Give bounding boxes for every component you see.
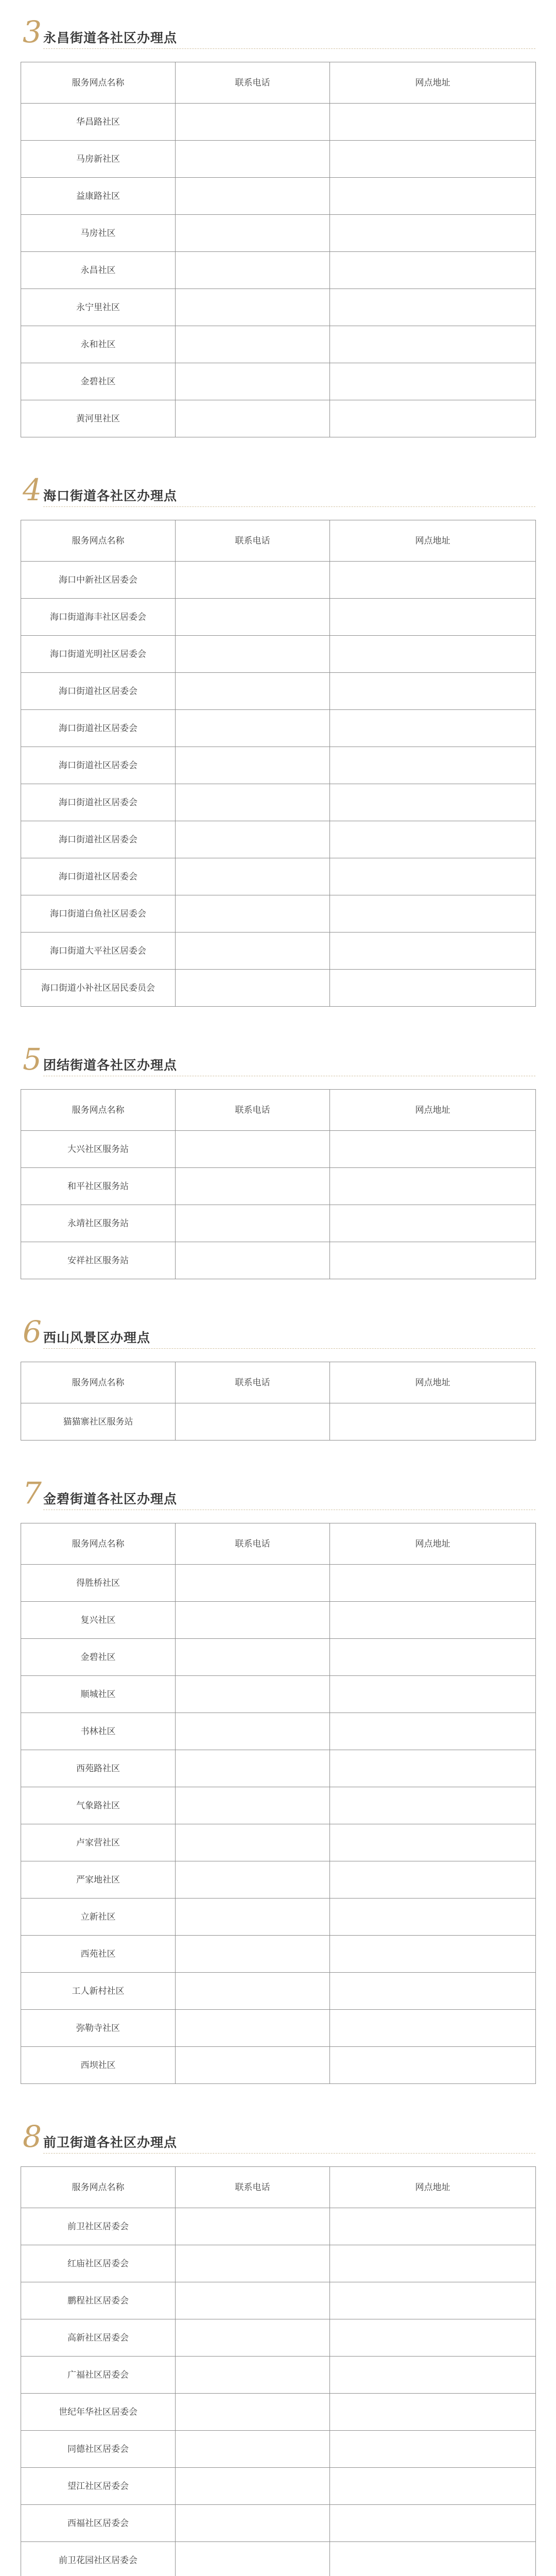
- cell-office-name: 西坝社区: [21, 2047, 176, 2084]
- cell-office-name: 同德社区居委会: [21, 2431, 176, 2468]
- cell-phone[interactable]: [176, 141, 330, 178]
- cell-address: [330, 933, 536, 970]
- table-row: [21, 2542, 536, 2576]
- cell-phone[interactable]: [176, 215, 330, 252]
- table-row: [21, 562, 536, 599]
- cell-address: [330, 970, 536, 1007]
- cell-office-name: 海口街道光明社区居委会: [21, 636, 176, 673]
- cell-phone[interactable]: [176, 1565, 330, 1602]
- section-header: [21, 1043, 535, 1089]
- cell-phone[interactable]: [176, 1403, 330, 1440]
- cell-office-name: 前卫社区居委会: [21, 2208, 176, 2245]
- header-phone: 联系电话: [176, 520, 330, 562]
- cell-phone[interactable]: [176, 1750, 330, 1787]
- cell-office-name: 海口街道社区居委会: [21, 747, 176, 784]
- cell-phone[interactable]: [176, 562, 330, 599]
- table-row: [21, 215, 536, 252]
- table-row: [21, 599, 536, 636]
- table-row: [21, 636, 536, 673]
- header-address: 网点地址: [330, 1090, 536, 1131]
- cell-phone[interactable]: [176, 2542, 330, 2576]
- office-table: [21, 62, 536, 437]
- table-row: [21, 1242, 536, 1279]
- table-row: [21, 2010, 536, 2047]
- table-row: [21, 289, 536, 326]
- section-title: 西山风景区办理点: [43, 1330, 151, 1345]
- table-row: [21, 2245, 536, 2282]
- table-row: [21, 1713, 536, 1750]
- table-row: [21, 1639, 536, 1676]
- cell-address: [330, 1787, 536, 1824]
- table-header-row: [21, 2167, 536, 2208]
- cell-address: [330, 562, 536, 599]
- cell-phone[interactable]: [176, 1973, 330, 2010]
- table-row: [21, 2208, 536, 2245]
- header-name: 服务网点名称: [21, 62, 176, 104]
- cell-office-name: 海口街道白鱼社区居委会: [21, 895, 176, 933]
- header-address: 网点地址: [330, 1362, 536, 1403]
- cell-office-name: 海口街道大平社区居委会: [21, 933, 176, 970]
- cell-address: [330, 1168, 536, 1205]
- office-table: [21, 2166, 536, 2576]
- table-header-row: [21, 1362, 536, 1403]
- cell-office-name: 世纪年华社区居委会: [21, 2394, 176, 2431]
- cell-address: [330, 252, 536, 289]
- cell-office-name: 海口街道社区居委会: [21, 858, 176, 895]
- cell-phone[interactable]: [176, 1787, 330, 1824]
- cell-address: [330, 1131, 536, 1168]
- section-divider: [43, 48, 535, 49]
- table-row: [21, 1602, 536, 1639]
- cell-office-name: 弥勒寺社区: [21, 2010, 176, 2047]
- cell-office-name: 永昌社区: [21, 252, 176, 289]
- section-header: [21, 15, 535, 62]
- header-address: 网点地址: [330, 62, 536, 104]
- cell-address: [330, 326, 536, 363]
- section-number: 3: [23, 14, 42, 49]
- cell-phone[interactable]: [176, 858, 330, 895]
- cell-office-name: 金碧社区: [21, 363, 176, 400]
- cell-phone[interactable]: [176, 326, 330, 363]
- cell-address: [330, 1639, 536, 1676]
- section-header: [21, 2120, 535, 2166]
- cell-office-name: 卢家营社区: [21, 1824, 176, 1861]
- cell-address: [330, 104, 536, 141]
- cell-phone[interactable]: [176, 1205, 330, 1242]
- table-row: [21, 1936, 536, 1973]
- header-address: 网点地址: [330, 1523, 536, 1565]
- cell-office-name: 益康路社区: [21, 178, 176, 215]
- cell-office-name: 广福社区居委会: [21, 2357, 176, 2394]
- cell-address: [330, 2431, 536, 2468]
- cell-office-name: 金碧社区: [21, 1639, 176, 1676]
- table-row: [21, 363, 536, 400]
- cell-office-name: 大兴社区服务站: [21, 1131, 176, 1168]
- header-phone: 联系电话: [176, 1090, 330, 1131]
- cell-office-name: 永靖社区服务站: [21, 1205, 176, 1242]
- table-header-row: [21, 1523, 536, 1565]
- table-row: [21, 104, 536, 141]
- table-row: [21, 710, 536, 747]
- section-divider: [43, 506, 535, 507]
- table-row: [21, 858, 536, 895]
- cell-phone[interactable]: [176, 1899, 330, 1936]
- cell-phone[interactable]: [176, 710, 330, 747]
- header-phone: 联系电话: [176, 62, 330, 104]
- cell-office-name: 海口街道社区居委会: [21, 784, 176, 821]
- table-header-row: [21, 62, 536, 104]
- section-header: [21, 1477, 535, 1523]
- section-header: [21, 473, 535, 520]
- cell-office-name: 复兴社区: [21, 1602, 176, 1639]
- section-title: 海口街道各社区办理点: [43, 488, 178, 503]
- cell-address: [330, 400, 536, 437]
- table-row: [21, 2505, 536, 2542]
- cell-phone[interactable]: [176, 1168, 330, 1205]
- cell-address: [330, 1899, 536, 1936]
- cell-office-name: 西苑路社区: [21, 1750, 176, 1787]
- table-row: [21, 2047, 536, 2084]
- cell-office-name: 永和社区: [21, 326, 176, 363]
- cell-address: [330, 821, 536, 858]
- header-name: 服务网点名称: [21, 2167, 176, 2208]
- cell-address: [330, 710, 536, 747]
- cell-office-name: 立新社区: [21, 1899, 176, 1936]
- cell-address: [330, 673, 536, 710]
- cell-phone[interactable]: [176, 970, 330, 1007]
- cell-phone[interactable]: [176, 1602, 330, 1639]
- cell-address: [330, 599, 536, 636]
- cell-phone[interactable]: [176, 1676, 330, 1713]
- cell-address: [330, 178, 536, 215]
- cell-address: [330, 2282, 536, 2319]
- cell-office-name: 海口街道社区居委会: [21, 821, 176, 858]
- cell-phone[interactable]: [176, 289, 330, 326]
- section-number: 6: [23, 1314, 42, 1349]
- cell-office-name: 西福社区居委会: [21, 2505, 176, 2542]
- cell-address: [330, 1861, 536, 1899]
- cell-phone[interactable]: [176, 2431, 330, 2468]
- cell-phone[interactable]: [176, 252, 330, 289]
- table-row: [21, 1861, 536, 1899]
- cell-office-name: 和平社区服务站: [21, 1168, 176, 1205]
- cell-address: [330, 1205, 536, 1242]
- cell-phone[interactable]: [176, 178, 330, 215]
- section-title: 金碧街道各社区办理点: [43, 1492, 178, 1506]
- cell-office-name: 海口中新社区居委会: [21, 562, 176, 599]
- cell-address: [330, 1973, 536, 2010]
- header-name: 服务网点名称: [21, 1090, 176, 1131]
- section-number: 7: [23, 1476, 42, 1511]
- cell-office-name: 鹏程社区居委会: [21, 2282, 176, 2319]
- table-row: [21, 2468, 536, 2505]
- table-row: [21, 326, 536, 363]
- section-title: 前卫街道各社区办理点: [43, 2135, 178, 2150]
- table-row: [21, 1168, 536, 1205]
- table-row: [21, 673, 536, 710]
- cell-phone[interactable]: [176, 104, 330, 141]
- cell-phone[interactable]: [176, 2394, 330, 2431]
- cell-phone[interactable]: [176, 1824, 330, 1861]
- cell-office-name: 华昌路社区: [21, 104, 176, 141]
- table-row: [21, 784, 536, 821]
- table-row: [21, 1899, 536, 1936]
- cell-office-name: 高新社区居委会: [21, 2319, 176, 2357]
- table-row: [21, 2282, 536, 2319]
- cell-phone[interactable]: [176, 2047, 330, 2084]
- table-row: [21, 1403, 536, 1440]
- cell-address: [330, 1565, 536, 1602]
- table-row: [21, 1676, 536, 1713]
- cell-phone[interactable]: [176, 895, 330, 933]
- cell-address: [330, 2010, 536, 2047]
- cell-phone[interactable]: [176, 2357, 330, 2394]
- cell-address: [330, 1403, 536, 1440]
- section-number: 5: [23, 1042, 42, 1077]
- cell-phone[interactable]: [176, 1242, 330, 1279]
- office-section: [21, 473, 535, 1007]
- header-name: 服务网点名称: [21, 1362, 176, 1403]
- cell-office-name: 书林社区: [21, 1713, 176, 1750]
- cell-address: [330, 2542, 536, 2576]
- table-row: [21, 2431, 536, 2468]
- cell-address: [330, 2208, 536, 2245]
- cell-phone[interactable]: [176, 2010, 330, 2047]
- cell-phone[interactable]: [176, 747, 330, 784]
- table-row: [21, 252, 536, 289]
- office-table: [21, 1523, 536, 2084]
- cell-office-name: 得胜桥社区: [21, 1565, 176, 1602]
- cell-office-name: 西苑社区: [21, 1936, 176, 1973]
- cell-address: [330, 2047, 536, 2084]
- cell-phone[interactable]: [176, 363, 330, 400]
- table-row: [21, 1131, 536, 1168]
- cell-address: [330, 2319, 536, 2357]
- cell-phone[interactable]: [176, 2319, 330, 2357]
- office-table: [21, 1089, 536, 1279]
- cell-phone[interactable]: [176, 1131, 330, 1168]
- office-table: [21, 520, 536, 1007]
- cell-address: [330, 636, 536, 673]
- cell-phone[interactable]: [176, 1861, 330, 1899]
- office-section: [21, 1043, 535, 1279]
- cell-address: [330, 2468, 536, 2505]
- table-row: [21, 1750, 536, 1787]
- office-sections: [21, 15, 535, 2576]
- table-row: [21, 1565, 536, 1602]
- cell-office-name: 气象路社区: [21, 1787, 176, 1824]
- section-number: 8: [23, 2119, 42, 2154]
- cell-address: [330, 289, 536, 326]
- cell-address: [330, 1242, 536, 1279]
- cell-address: [330, 2505, 536, 2542]
- table-row: [21, 2357, 536, 2394]
- cell-phone[interactable]: [176, 784, 330, 821]
- header-phone: 联系电话: [176, 2167, 330, 2208]
- cell-office-name: 马房新社区: [21, 141, 176, 178]
- cell-address: [330, 1602, 536, 1639]
- table-row: [21, 1973, 536, 2010]
- table-header-row: [21, 520, 536, 562]
- section-divider: [43, 2153, 535, 2154]
- cell-office-name: 望江社区居委会: [21, 2468, 176, 2505]
- office-section: [21, 2120, 535, 2576]
- cell-office-name: 安祥社区服务站: [21, 1242, 176, 1279]
- table-row: [21, 895, 536, 933]
- cell-address: [330, 747, 536, 784]
- header-address: 网点地址: [330, 2167, 536, 2208]
- table-row: [21, 400, 536, 437]
- table-header-row: [21, 1090, 536, 1131]
- cell-address: [330, 1713, 536, 1750]
- cell-office-name: 顺城社区: [21, 1676, 176, 1713]
- cell-phone[interactable]: [176, 1713, 330, 1750]
- table-row: [21, 1787, 536, 1824]
- table-row: [21, 2319, 536, 2357]
- table-row: [21, 747, 536, 784]
- cell-address: [330, 2245, 536, 2282]
- cell-office-name: 永宁里社区: [21, 289, 176, 326]
- cell-phone[interactable]: [176, 400, 330, 437]
- cell-phone[interactable]: [176, 2282, 330, 2319]
- cell-address: [330, 1750, 536, 1787]
- cell-phone[interactable]: [176, 1639, 330, 1676]
- office-table: [21, 1362, 536, 1440]
- cell-address: [330, 1824, 536, 1861]
- cell-phone[interactable]: [176, 1936, 330, 1973]
- cell-phone[interactable]: [176, 2245, 330, 2282]
- cell-phone[interactable]: [176, 636, 330, 673]
- cell-address: [330, 215, 536, 252]
- cell-office-name: 猫猫寨社区服务站: [21, 1403, 176, 1440]
- header-name: 服务网点名称: [21, 1523, 176, 1565]
- header-phone: 联系电话: [176, 1362, 330, 1403]
- header-name: 服务网点名称: [21, 520, 176, 562]
- cell-office-name: 红庙社区居委会: [21, 2245, 176, 2282]
- cell-phone[interactable]: [176, 599, 330, 636]
- table-row: [21, 141, 536, 178]
- cell-phone[interactable]: [176, 2208, 330, 2245]
- section-title: 团结街道各社区办理点: [43, 1058, 178, 1073]
- cell-phone[interactable]: [176, 673, 330, 710]
- cell-office-name: 海口街道小补社区居民委员会: [21, 970, 176, 1007]
- table-row: [21, 1205, 536, 1242]
- cell-address: [330, 784, 536, 821]
- table-row: [21, 821, 536, 858]
- office-section: [21, 15, 535, 437]
- cell-address: [330, 1676, 536, 1713]
- office-section: [21, 1315, 535, 1440]
- cell-address: [330, 1936, 536, 1973]
- cell-phone[interactable]: [176, 2468, 330, 2505]
- cell-phone[interactable]: [176, 933, 330, 970]
- cell-office-name: 海口街道海丰社区居委会: [21, 599, 176, 636]
- section-header: [21, 1315, 535, 1362]
- section-title: 永昌街道各社区办理点: [43, 30, 178, 45]
- cell-address: [330, 2357, 536, 2394]
- cell-office-name: 黄河里社区: [21, 400, 176, 437]
- cell-address: [330, 858, 536, 895]
- cell-office-name: 海口街道社区居委会: [21, 673, 176, 710]
- header-phone: 联系电话: [176, 1523, 330, 1565]
- cell-address: [330, 895, 536, 933]
- cell-office-name: 海口街道社区居委会: [21, 710, 176, 747]
- section-number: 4: [23, 472, 42, 507]
- header-address: 网点地址: [330, 520, 536, 562]
- cell-address: [330, 2394, 536, 2431]
- cell-address: [330, 363, 536, 400]
- table-row: [21, 2394, 536, 2431]
- cell-office-name: 严家地社区: [21, 1861, 176, 1899]
- table-row: [21, 933, 536, 970]
- cell-office-name: 工人新村社区: [21, 1973, 176, 2010]
- cell-phone[interactable]: [176, 2505, 330, 2542]
- cell-phone[interactable]: [176, 821, 330, 858]
- table-row: [21, 1824, 536, 1861]
- cell-office-name: 前卫花园社区居委会: [21, 2542, 176, 2576]
- section-divider: [43, 1348, 535, 1349]
- table-row: [21, 970, 536, 1007]
- office-section: [21, 1477, 535, 2084]
- cell-address: [330, 141, 536, 178]
- cell-office-name: 马房社区: [21, 215, 176, 252]
- table-row: [21, 178, 536, 215]
